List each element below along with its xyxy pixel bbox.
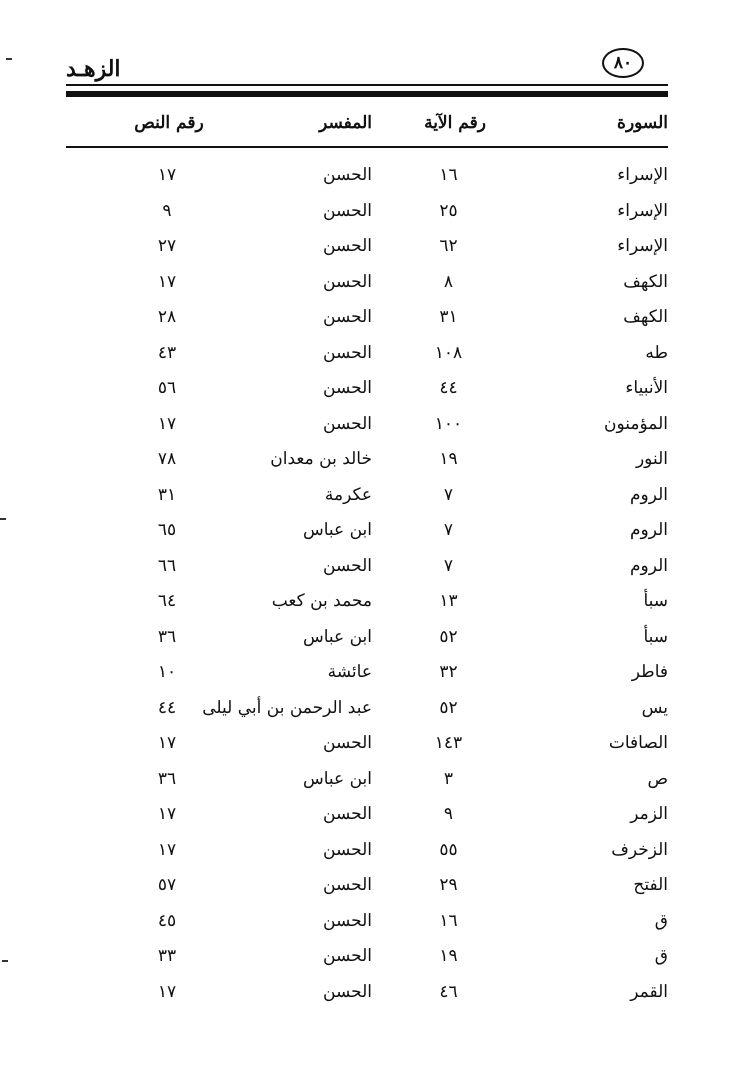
text-number-cell: ٥٦ (157, 378, 177, 398)
mufassir-cell: ابن عباس (302, 520, 372, 540)
ayah-cell: ٢٥ (439, 200, 458, 221)
mufassir-cell: الحسن (323, 413, 372, 434)
surah-cell: طه (645, 342, 668, 363)
mufassir-cell: الحسن (323, 733, 372, 753)
surah-cell: الزمر (630, 804, 668, 824)
surah-cell: النور (635, 449, 668, 469)
surah-cell: الروم (629, 555, 668, 576)
book-title: الزهـد (66, 56, 121, 82)
mufassir-cell: الحسن (323, 342, 372, 363)
table-row (66, 479, 668, 515)
table-row (66, 976, 668, 1012)
text-number-cell: ٣٦ (157, 626, 177, 647)
ayah-cell: ٥٢ (439, 626, 458, 647)
ayah-cell: ١٤٣ (434, 733, 463, 753)
surah-cell: فاطر (631, 662, 668, 682)
table-row (66, 621, 668, 657)
ayah-cell: ١٣ (439, 591, 458, 611)
surah-cell: الروم (629, 520, 668, 540)
ayah-cell: ٣١ (439, 307, 458, 327)
table-row (66, 834, 668, 870)
table-row (66, 372, 668, 408)
surah-cell: القمر (630, 981, 668, 1002)
surah-cell: الأنبياء (625, 378, 668, 398)
text-number-cell: ٤٤ (157, 697, 177, 718)
table-row (66, 195, 668, 231)
header-thin-rule (66, 84, 668, 86)
mufassir-cell: عكرمة (324, 484, 372, 505)
text-number-column-header: رقم النص (134, 113, 204, 133)
ayah-cell: ١٦ (439, 910, 458, 931)
mufassir-cell: الحسن (323, 307, 372, 327)
mufassir-cell: عائشة (327, 662, 372, 682)
mufassir-cell: الحسن (323, 910, 372, 931)
mufassir-cell: عبد الرحمن بن أبي ليلى (202, 697, 372, 718)
table-row (66, 940, 668, 976)
ayah-cell: ٣ (443, 768, 454, 789)
text-number-cell: ١٧ (157, 413, 177, 434)
mufassir-cell: الحسن (323, 981, 372, 1002)
table-row (66, 408, 668, 444)
ayah-cell: ٨ (443, 271, 454, 292)
scan-margin-mark (6, 58, 12, 60)
table-header-row (66, 107, 668, 146)
table-row (66, 550, 668, 586)
header-thick-rule (66, 91, 668, 97)
table-row (66, 337, 668, 373)
scan-margin-mark (0, 518, 6, 520)
text-number-cell: ١٧ (157, 165, 177, 185)
mufassir-cell: الحسن (323, 839, 372, 860)
surah-cell: ص (647, 768, 668, 789)
mufassir-cell: الحسن (323, 946, 372, 966)
ayah-cell: ٥٢ (439, 697, 458, 718)
text-number-cell: ٢٨ (157, 307, 177, 327)
surah-cell: الإسراء (617, 236, 668, 256)
mufassir-cell: الحسن (323, 555, 372, 576)
table-row (66, 585, 668, 621)
text-number-cell: ٤٣ (157, 342, 177, 363)
ayah-cell: ١٩ (439, 946, 458, 966)
table-row (66, 763, 668, 799)
text-number-cell: ١٧ (157, 839, 177, 860)
ayah-cell: ١٠٨ (434, 342, 463, 363)
ayah-cell: ٧ (443, 520, 454, 540)
surah-cell: ق (654, 910, 668, 931)
text-number-cell: ٦٤ (157, 591, 177, 611)
text-number-cell: ٤٥ (157, 910, 177, 931)
surah-cell: سبأ (643, 626, 668, 647)
ayah-cell: ١٠٠ (434, 413, 463, 434)
mufassir-cell: محمد بن كعب (271, 591, 372, 611)
table-row (66, 692, 668, 728)
mufassir-cell: الحسن (323, 200, 372, 221)
surah-cell: سبأ (643, 591, 668, 611)
ayah-cell: ٧ (443, 484, 454, 505)
ayah-cell: ٩ (443, 804, 454, 824)
mufassir-cell: الحسن (323, 271, 372, 292)
mufassir-cell: الحسن (323, 165, 372, 185)
surah-cell: الفتح (633, 875, 668, 895)
surah-cell: الكهف (623, 271, 668, 292)
ayah-cell: ١٦ (439, 165, 458, 185)
text-number-cell: ٢٧ (157, 236, 177, 256)
scan-margin-mark (2, 960, 8, 962)
ayah-cell: ٧ (443, 555, 454, 576)
surah-cell: الصافات (608, 733, 668, 753)
table-row (66, 869, 668, 905)
surah-cell: الإسراء (617, 200, 668, 221)
mufassir-cell: الحسن (323, 875, 372, 895)
mufassir-cell: ابن عباس (302, 768, 372, 789)
surah-cell: المؤمنون (603, 413, 668, 434)
table-row (66, 656, 668, 692)
table-row (66, 159, 668, 195)
ayah-cell: ٢٩ (439, 875, 458, 895)
ayah-cell: ٣٢ (439, 662, 458, 682)
text-number-cell: ١٧ (157, 981, 177, 1002)
mufassir-cell: الحسن (323, 378, 372, 398)
table-row (66, 301, 668, 337)
ayah-cell: ٤٤ (439, 378, 458, 398)
mufassir-cell: الحسن (323, 804, 372, 824)
ayah-cell: ٤٦ (439, 981, 458, 1002)
surah-cell: الكهف (623, 307, 668, 327)
text-number-cell: ٣١ (157, 484, 177, 505)
table-row (66, 514, 668, 550)
text-number-cell: ١٧ (157, 804, 177, 824)
surah-column-header: السورة (617, 113, 668, 133)
surah-cell: الروم (629, 484, 668, 505)
mufassir-column-header: المفسر (319, 113, 372, 133)
ayah-column-header: رقم الآية (424, 113, 486, 133)
surah-cell: الزخرف (611, 839, 668, 860)
surah-cell: ق (654, 946, 668, 966)
text-number-cell: ٥٧ (157, 875, 177, 895)
table-header-rule (66, 146, 668, 148)
table-row (66, 230, 668, 266)
text-number-cell: ٧٨ (157, 449, 177, 469)
text-number-cell: ٣٣ (157, 946, 177, 966)
mufassir-cell: خالد بن معدان (270, 449, 372, 469)
surah-cell: الإسراء (617, 165, 668, 185)
table-row (66, 727, 668, 763)
table-row (66, 266, 668, 302)
table-row (66, 798, 668, 834)
mufassir-cell: الحسن (323, 236, 372, 256)
text-number-cell: ٦٥ (157, 520, 177, 540)
text-number-cell: ١٠ (157, 662, 177, 682)
table-row (66, 905, 668, 941)
text-number-cell: ٦٦ (157, 555, 177, 576)
mufassir-cell: ابن عباس (302, 626, 372, 647)
table-row (66, 443, 668, 479)
surah-cell: يس (641, 697, 668, 718)
text-number-cell: ١٧ (157, 733, 177, 753)
text-number-cell: ١٧ (157, 271, 177, 292)
index-table (66, 107, 668, 1011)
page-number-badge: ٨٠ (602, 48, 644, 78)
ayah-cell: ٦٢ (439, 236, 458, 256)
ayah-cell: ٥٥ (439, 839, 458, 860)
text-number-cell: ٣٦ (157, 768, 177, 789)
text-number-cell: ٩ (162, 200, 172, 221)
ayah-cell: ١٩ (439, 449, 458, 469)
